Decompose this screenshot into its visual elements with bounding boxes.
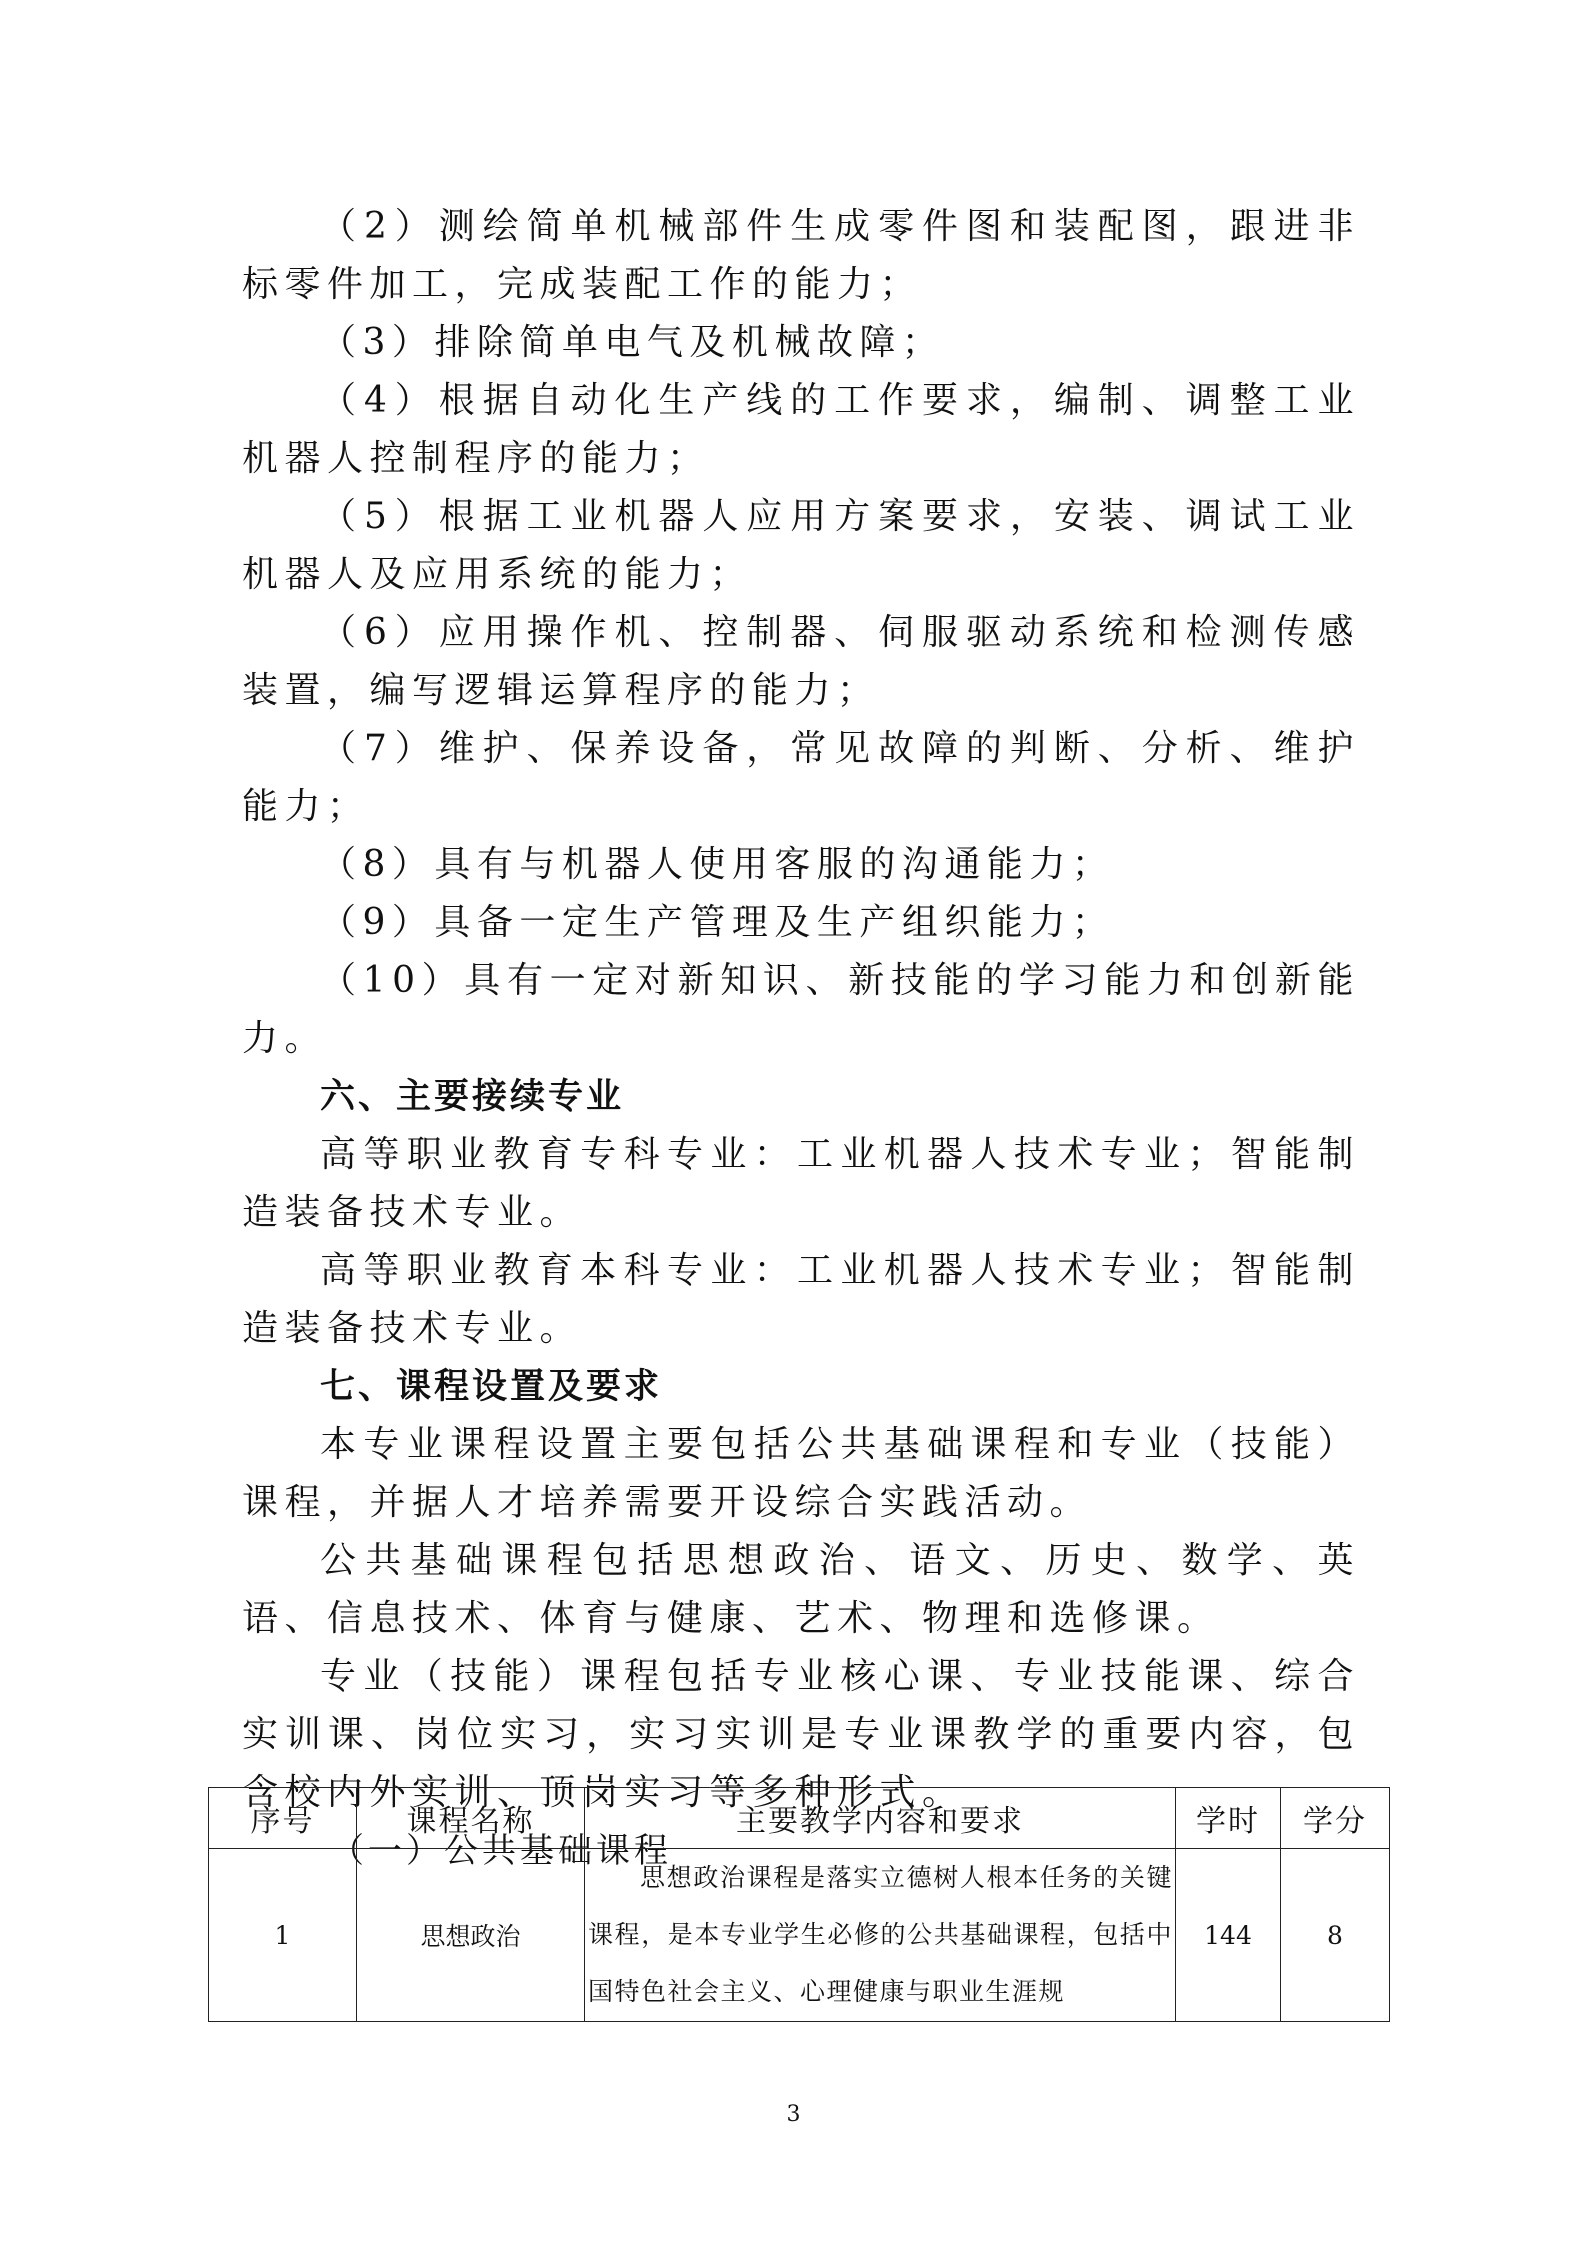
header-hours: 学时 [1176,1788,1281,1849]
section-7-paragraph-1: 本专业课程设置主要包括公共基础课程和专业（技能）课程，并据人才培养需要开设综合实践活动。 [242,1424,1360,1523]
public-courses-subheading: （一）公共基础课程 [330,1831,672,1871]
section-6-paragraph-2: 高等职业教育本科专业：工业机器人技术专业；智能制造装备技术专业。 [242,1250,1360,1349]
course-table [208,1787,1390,2022]
table-header-row [209,1788,1390,1849]
cell-hours: 144 [1176,1849,1281,2022]
table-row [209,1849,1390,2022]
ability-item-6: （6）应用操作机、控制器、伺服驱动系统和检测传感装置，编写逻辑运算程序的能力； [242,612,1360,711]
cell-content: 思想政治课程是落实立德树人根本任务的关键课程，是本专业学生必修的公共基础课程，包括中国特色社会主义、心理健康与职业生涯规 [585,1849,1176,2022]
header-no: 序号 [209,1788,357,1849]
ability-item-3: （3）排除简单电气及机械故障； [320,322,945,363]
section-6-paragraph-1: 高等职业教育专科专业：工业机器人技术专业；智能制造装备技术专业。 [242,1134,1360,1233]
ability-item-10: （10）具有一定对新知识、新技能的学习能力和创新能力。 [242,960,1360,1059]
header-content: 主要教学内容和要求 [585,1788,1176,1849]
cell-no: 1 [209,1849,357,2022]
header-credits: 学分 [1281,1788,1390,1849]
ability-item-2: （2）测绘简单机械部件生成零件图和装配图，跟进非标零件加工，完成装配工作的能力； [242,206,1360,305]
section-7-paragraph-3: 专业（技能）课程包括专业核心课、专业技能课、综合实训课、岗位实习，实习实训是专业课教学的重要内容，包含校内外实训、顶岗实习等多种形式。 [242,1656,1360,1813]
ability-item-8: （8）具有与机器人使用客服的沟通能力； [320,844,1115,885]
ability-item-5: （5）根据工业机器人应用方案要求，安装、调试工业机器人及应用系统的能力； [242,496,1360,595]
page-number: 3 [786,2102,801,2127]
section-7-heading: 七、课程设置及要求 [320,1367,663,1407]
ability-item-9: （9）具备一定生产管理及生产组织能力； [320,902,1115,943]
ability-item-4: （4）根据自动化生产线的工作要求，编制、调整工业机器人控制程序的能力； [242,380,1360,479]
section-7-paragraph-2: 公共基础课程包括思想政治、语文、历史、数学、英语、信息技术、体育与健康、艺术、物理和选修课。 [242,1540,1360,1639]
section-6-heading: 六、主要接续专业 [320,1077,625,1117]
cell-credits: 8 [1281,1849,1390,2022]
header-course-name: 课程名称 [357,1788,585,1849]
cell-course-name: 思想政治 [357,1849,585,2022]
body-text [242,198,1360,1880]
ability-item-7: （7）维护、保养设备，常见故障的判断、分析、维护能力； [242,728,1360,827]
